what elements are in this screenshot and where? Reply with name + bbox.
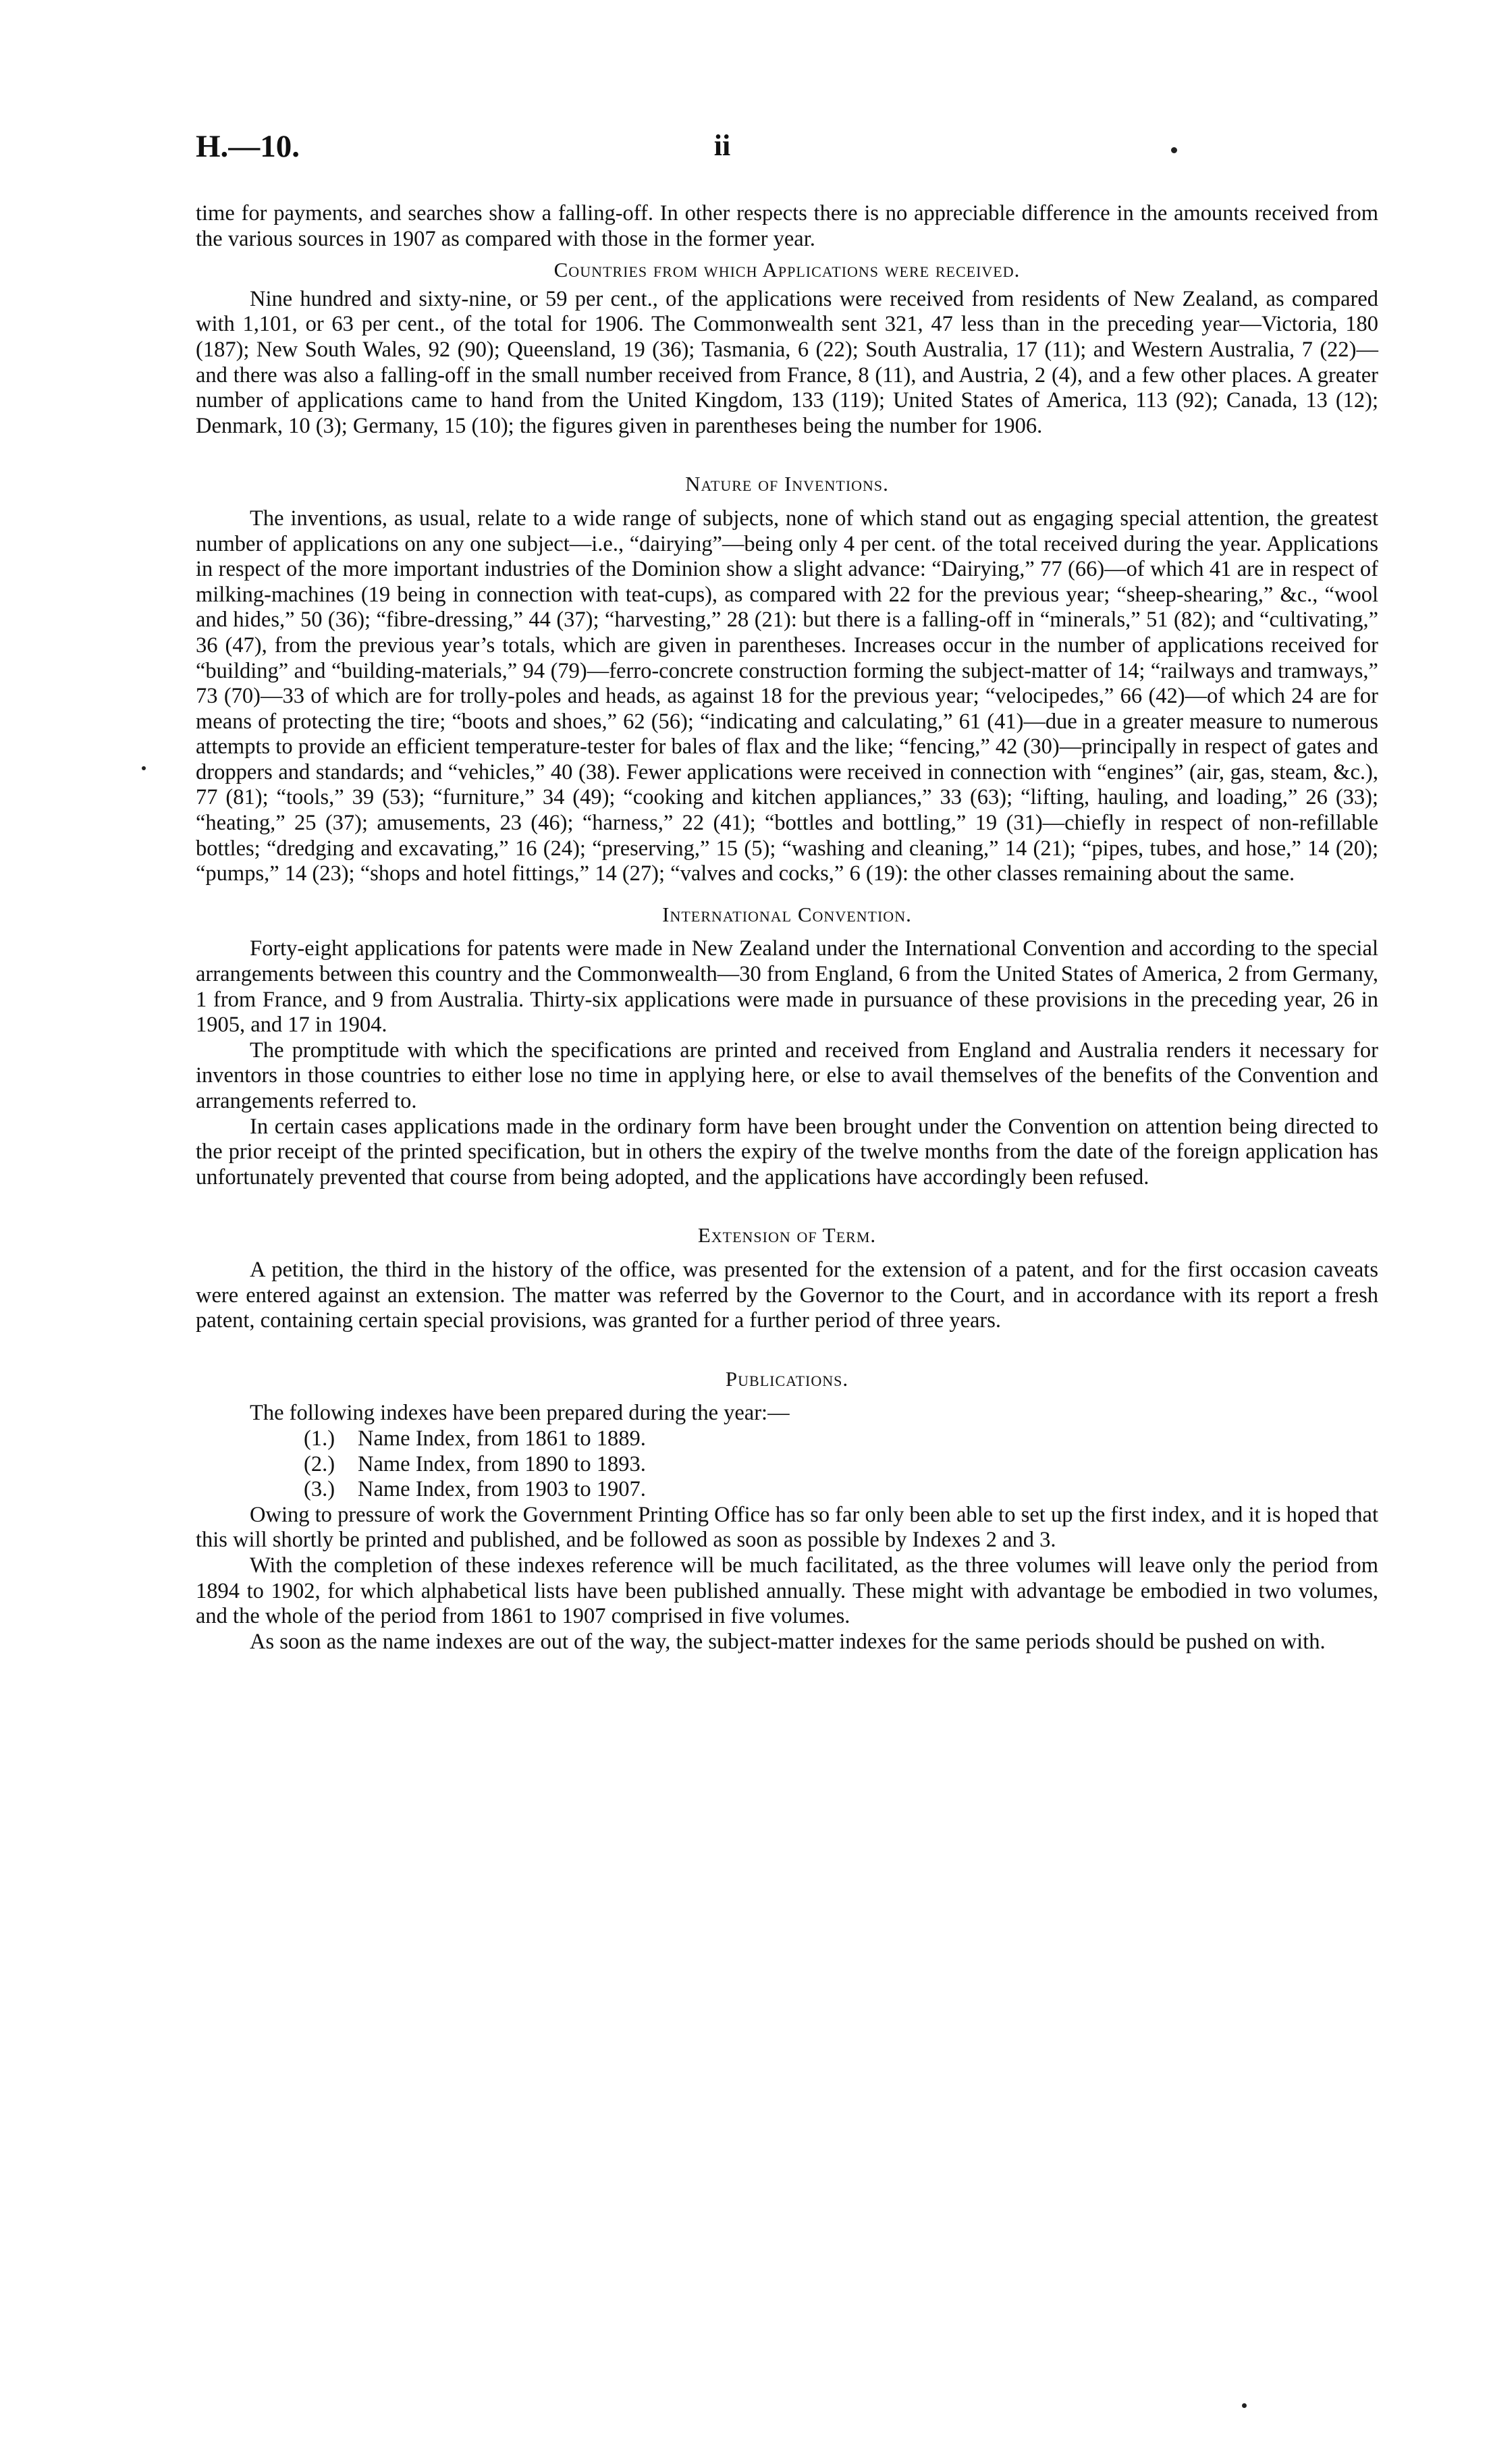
list-item [304, 1477, 1378, 1503]
print-speck [1171, 147, 1177, 153]
intro-paragraph: time for payments, and searches show a falling-off. In other respects there is no appreciable difference in the amounts received from the various sources in 1907 as compared with those in the former year. [196, 201, 1378, 251]
section-heading-international: International Convention. [662, 902, 912, 926]
list-item-number: (1.) [304, 1426, 335, 1451]
paragraph: A petition, the third in the history of the office, was presented for the extension of a patent, and for the first occasion caveats were entered against an extension. The matter was referred by the Governor to the Court, and in accordance with its report a fresh patent, containing certain special provisions, was granted for a further period of three years. [196, 1257, 1378, 1333]
paragraph: The inventions, as usual, relate to a wide range of subjects, none of which stand out as engaging special attention, the greatest number of applications on any one subject—i.e., “dairying”—being only 4 per cent. of the total received during the year. Applications in respect of the more important industries of the Dominion show a slight advance: “Dairying,” 77 (66)—of which 41 are in respect of milking-machines (19 being in connection with teat-cups), as compared with 22 for the previous year; “sheep-shearing,” &c., “wool and hides,” 50 (36); “fibre-dressing,” 44 (37); “harvesting,” 28 (21): but there is a falling-off in “minerals,” 51 (82); and “cultivating,” 36 (47), from the previous year’s totals, which are given in parentheses. Increases occur in the number of applications received for “building” and “building-materials,” 94 (79)—ferro-concrete construction forming the subject-matter of 14; “railways and tramways,” 73 (70)—33 of which are for trolly-poles and heads, as against 18 for the previous year; “velocipedes,” 66 (42)—of which 24 are for means of protecting the tire; “boots and shoes,” 62 (56); “indicating and calculating,” 61 (41)—due in a greater measure to numerous attempts to provide an efficient temperature-tester for bales of flax and the like; “fencing,” 42 (30)—principally in respect of gates and droppers and standards; and “vehicles,” 40 (38). Fewer applications were received in connection with “engines” (air, gas, steam, &c.), 77 (81); “tools,” 39 (53); “furniture,” 34 (49); “cooking and kitchen appliances,” 33 (63); “lifting, hauling, and loading,” 26 (33); “heating,” 25 (37); amusements, 23 (46); “harness,” 22 (41); “bottles and bottling,” 19 (31)—chiefly in respect of non-refillable bottles; “dredging and excavating,” 16 (24); “preserving,” 15 (5); “washing and cleaning,” 14 (21); “pipes, tubes, and hose,” 14 (20); “pumps,” 14 (23); “shops and hotel fittings,” 14 (27); “valves and cocks,” 6 (19): the other classes remaining about the same. [196, 506, 1378, 886]
print-speck [1242, 2403, 1247, 2408]
paragraph: Owing to pressure of work the Government Printing Office has so far only been able to set up the first index, and it is hoped that this will shortly be printed and published, and be followed as soon as possible by Indexes 2 and 3. [196, 1502, 1378, 1553]
page-header [196, 128, 1249, 176]
list-item-text: Name Index, from 1861 to 1889. [358, 1426, 646, 1451]
paragraph: Forty-eight applications for patents were made in New Zealand under the International Convention and according to the special arrangements between this country and the Commonwealth—30 from England, 6 from the United States of America, 2 from Germany, 1 from France, and 9 from Australia. Thirty-six applications were made in pursuance of these provisions in the preceding year, 26 in 1905, and 17 in 1904. [196, 936, 1378, 1038]
page-number: ii [713, 129, 731, 162]
paragraph: The promptitude with which the specifications are printed and received from England and Australia renders it necessary for inventors in those countries to either lose no time in applying here, or else to avail themselves of the benefits of the Convention and arrangements referred to. [196, 1038, 1378, 1113]
section-heading-publications: Publications. [725, 1366, 849, 1391]
index-list [196, 1426, 1378, 1503]
paragraph: As soon as the name indexes are out of the way, the subject-matter indexes for the same periods should be pushed on with. [250, 1629, 1326, 1654]
publications-intro: The following indexes have been prepared during the year:— [250, 1401, 790, 1426]
document-id: H.—10. [196, 129, 300, 164]
paragraph: With the completion of these indexes reference will be much facilitated, as the three volumes will leave only the period from 1894 to 1902, for which alphabetical lists have been published annually. These might with advantage be embodied in two volumes, and the whole of the period from 1861 to 1907 comprised in five volumes. [196, 1553, 1378, 1629]
section-heading-extension: Extension of Term. [697, 1223, 877, 1248]
list-item-text: Name Index, from 1890 to 1893. [358, 1451, 646, 1476]
list-item [304, 1452, 1378, 1478]
list-item-text: Name Index, from 1903 to 1907. [358, 1477, 646, 1502]
section-heading-nature: Nature of Inventions. [685, 472, 889, 496]
paragraph: Nine hundred and sixty-nine, or 59 per cent., of the applications were received from residents of New Zealand, as compared with 1,101, or 63 per cent., of the total for 1906. The Commonwealth sent 321, 47 less than in the preceding year—Victoria, 180 (187); New South Wales, 92 (90); Queensland, 19 (36); Tasmania, 6 (22); South Australia, 17 (11); and Western Australia, 7 (22)—and there was also a falling-off in the small number received from France, 8 (11), and Austria, 2 (4), and a few other places. A greater number of applications came to hand from the United Kingdom, 133 (119); United States of America, 113 (92); Canada, 13 (12); Denmark, 10 (3); Germany, 15 (10); the figures given in parentheses being the number for 1906. [196, 286, 1378, 438]
print-speck [142, 766, 146, 770]
section-heading-countries: Countries from which Applications were received. [553, 258, 1021, 282]
list-item-number: (2.) [304, 1451, 335, 1476]
list-item-number: (3.) [304, 1477, 335, 1502]
document-body [196, 201, 1378, 1655]
paragraph: In certain cases applications made in the ordinary form have been brought under the Convention on attention being directed to the prior receipt of the printed specification, but in others the expiry of the twelve months from the date of the foreign application has unfortunately prevented that course from being adopted, and the applications have accordingly been refused. [196, 1114, 1378, 1189]
list-item [304, 1426, 1378, 1452]
